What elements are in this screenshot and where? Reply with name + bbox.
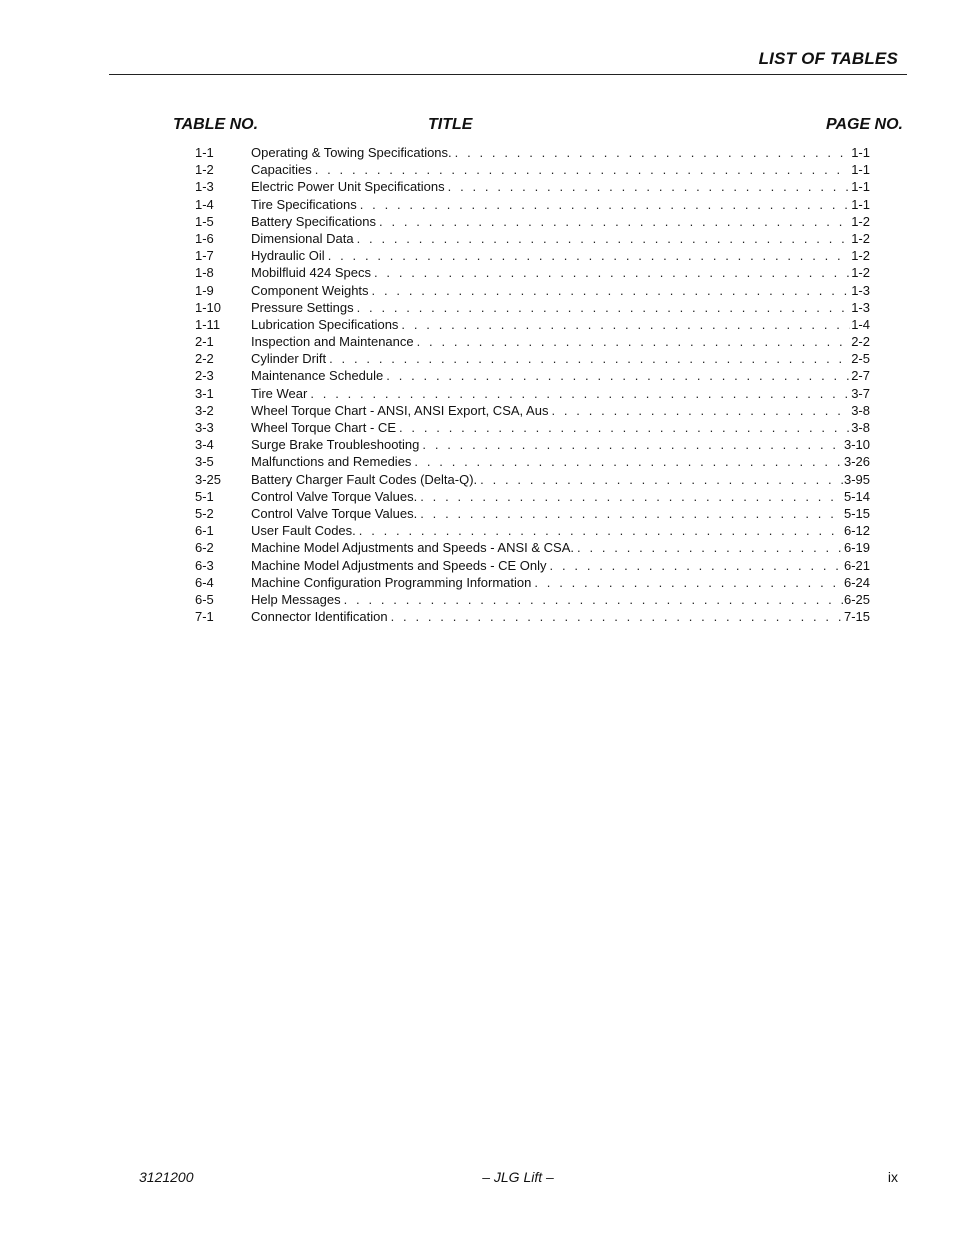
table-title: User Fault Codes. — [251, 523, 356, 539]
dot-leader — [534, 574, 843, 591]
page-header-title: LIST OF TABLES — [758, 49, 898, 68]
table-number: 1-8 — [195, 265, 214, 281]
table-number: 1-10 — [195, 299, 222, 315]
dot-leader — [360, 196, 850, 213]
dot-leader — [315, 161, 851, 178]
page-number: 6-21 — [843, 557, 870, 573]
page-number: 3-7 — [851, 385, 870, 401]
page-number: 1-2 — [851, 265, 870, 281]
list-item[interactable] — [195, 264, 870, 281]
page-number: 6-24 — [843, 574, 870, 590]
list-item[interactable] — [195, 557, 870, 574]
page-number: 7-15 — [843, 609, 870, 625]
page-number: 1-3 — [851, 282, 870, 298]
table-number: 6-5 — [195, 591, 214, 607]
table-title: Mobilfluid 424 Specs — [251, 265, 371, 281]
list-item[interactable] — [195, 385, 870, 402]
table-number: 1-9 — [195, 282, 214, 298]
table-title: Surge Brake Troubleshooting — [251, 437, 420, 453]
table-number: 1-7 — [195, 248, 214, 264]
dot-leader — [455, 144, 851, 161]
table-number: 7-1 — [195, 609, 214, 625]
table-title: Dimensional Data — [251, 230, 354, 246]
dot-leader — [359, 522, 843, 539]
list-item[interactable] — [195, 333, 870, 350]
page-number: 5-14 — [843, 488, 870, 504]
footer-page-number: ix — [887, 1169, 898, 1185]
page-number: 2-5 — [851, 351, 870, 367]
table-number: 2-2 — [195, 351, 214, 367]
page-number: 3-10 — [843, 437, 870, 453]
list-item[interactable] — [195, 282, 870, 299]
page-number: 1-1 — [851, 145, 870, 160]
page-number: 6-25 — [843, 591, 870, 607]
table-number: 1-1 — [195, 145, 214, 160]
page-number: 6-19 — [843, 540, 870, 556]
table-title: Wheel Torque Chart - CE — [251, 420, 396, 435]
list-item[interactable] — [195, 230, 870, 247]
page-number: 3-8 — [851, 402, 870, 418]
dot-leader — [414, 453, 843, 470]
list-item[interactable] — [195, 402, 870, 419]
dot-leader — [357, 230, 851, 247]
table-number: 1-11 — [195, 316, 221, 332]
table-number: 1-4 — [195, 196, 214, 212]
dot-leader — [310, 385, 850, 402]
header-rule — [109, 74, 907, 75]
column-header-page-no: PAGE NO. — [825, 116, 903, 133]
page-number: 1-2 — [851, 248, 870, 264]
page-number: 1-1 — [851, 162, 870, 178]
dot-leader — [480, 471, 843, 488]
dot-leader — [448, 178, 851, 195]
list-item[interactable] — [195, 144, 870, 161]
table-title: Pressure Settings — [251, 299, 354, 315]
table-of-contents-list — [195, 144, 870, 625]
table-title: Component Weights — [251, 282, 369, 298]
list-item[interactable] — [195, 436, 870, 453]
dot-leader — [577, 539, 843, 556]
table-number: 1-5 — [195, 213, 214, 229]
footer-company: – JLG Lift – — [482, 1169, 554, 1185]
table-title: Malfunctions and Remedies — [251, 454, 412, 470]
list-item[interactable] — [195, 213, 870, 230]
list-item[interactable] — [195, 522, 870, 539]
dot-leader — [550, 557, 843, 574]
list-item[interactable] — [195, 419, 870, 436]
column-header-title: TITLE — [428, 116, 473, 133]
dot-leader — [422, 436, 843, 453]
table-number: 3-1 — [195, 385, 214, 401]
table-number: 6-4 — [195, 574, 214, 590]
table-title: Machine Configuration Programming Information — [251, 574, 532, 590]
table-number: 1-6 — [195, 230, 214, 246]
column-header-table-no: TABLE NO. — [173, 116, 259, 133]
dot-leader — [328, 247, 851, 264]
dot-leader — [417, 333, 851, 350]
dot-leader — [420, 505, 843, 522]
table-number: 2-3 — [195, 368, 214, 384]
list-item[interactable] — [195, 591, 870, 608]
list-item[interactable] — [195, 453, 870, 470]
list-item[interactable] — [195, 247, 870, 264]
table-title: Capacities — [251, 162, 312, 178]
dot-leader — [420, 488, 843, 505]
table-title: Tire Wear — [251, 385, 308, 401]
table-number: 6-1 — [195, 523, 214, 539]
dot-leader — [372, 282, 851, 299]
list-item[interactable] — [195, 574, 870, 591]
table-number: 3-3 — [195, 420, 214, 435]
list-item[interactable] — [195, 608, 870, 625]
table-number: 3-4 — [195, 437, 214, 453]
list-item[interactable] — [195, 161, 870, 178]
page-number: 1-1 — [851, 179, 870, 195]
table-number: 3-2 — [195, 402, 214, 418]
table-title: Cylinder Drift — [251, 351, 327, 367]
table-title: Lubrication Specifications — [251, 316, 399, 332]
page-number: 3-8 — [851, 420, 870, 435]
page-number: 3-26 — [843, 454, 870, 470]
dot-leader — [357, 299, 851, 316]
list-item[interactable] — [195, 471, 870, 488]
page-number: 2-2 — [851, 334, 870, 350]
table-number: 6-3 — [195, 557, 214, 573]
page-number: 1-2 — [851, 230, 870, 246]
dot-leader — [399, 419, 850, 436]
page-number: 1-2 — [851, 213, 870, 229]
page-number: 2-7 — [851, 368, 870, 384]
table-title: Maintenance Schedule — [251, 368, 384, 384]
list-item[interactable] — [195, 505, 870, 522]
dot-leader — [374, 264, 850, 281]
table-number: 1-2 — [195, 162, 214, 178]
footer-doc-number: 3121200 — [139, 1169, 194, 1185]
dot-leader — [379, 213, 850, 230]
table-title: Connector Identification — [251, 609, 388, 625]
dot-leader — [386, 367, 850, 384]
table-title: Control Valve Torque Values. — [251, 488, 418, 504]
page-number: 3-95 — [843, 471, 870, 487]
list-item[interactable] — [195, 488, 870, 505]
page-number: 1-3 — [851, 299, 870, 315]
dot-leader — [344, 591, 843, 608]
table-title: Operating & Towing Specifications. — [251, 145, 452, 160]
list-item[interactable] — [195, 299, 870, 316]
table-number: 1-3 — [195, 179, 214, 195]
list-item[interactable] — [195, 539, 870, 556]
list-item[interactable] — [195, 178, 870, 195]
dot-leader — [329, 350, 850, 367]
dot-leader — [391, 608, 843, 625]
table-title: Wheel Torque Chart - ANSI, ANSI Export, CSA, Aus — [251, 402, 549, 418]
list-item[interactable] — [195, 316, 870, 333]
page-number: 1-1 — [851, 196, 870, 212]
list-item[interactable] — [195, 196, 870, 213]
table-title: Hydraulic Oil — [251, 248, 325, 264]
table-title: Inspection and Maintenance — [251, 334, 414, 350]
table-number: 3-5 — [195, 454, 214, 470]
table-title: Tire Specifications — [251, 196, 357, 212]
table-title: Help Messages — [251, 591, 341, 607]
table-title: Machine Model Adjustments and Speeds - CE Only — [251, 557, 547, 573]
table-title: Machine Model Adjustments and Speeds - ANSI & CSA. — [251, 540, 575, 556]
list-item[interactable] — [195, 350, 870, 367]
dot-leader — [551, 402, 850, 419]
table-number: 5-1 — [195, 488, 214, 504]
page-number: 1-4 — [851, 316, 870, 332]
table-number: 5-2 — [195, 505, 214, 521]
table-title: Control Valve Torque Values. — [251, 505, 418, 521]
page-number: 6-12 — [843, 523, 870, 539]
page-number: 5-15 — [843, 505, 870, 521]
table-number: 3-25 — [195, 471, 222, 487]
table-number: 6-2 — [195, 540, 214, 556]
list-item[interactable] — [195, 367, 870, 384]
table-title: Electric Power Unit Specifications — [251, 179, 445, 195]
table-title: Battery Charger Fault Codes (Delta-Q). — [251, 471, 478, 487]
table-title: Battery Specifications — [251, 213, 377, 229]
dot-leader — [401, 316, 850, 333]
table-number: 2-1 — [195, 334, 214, 350]
